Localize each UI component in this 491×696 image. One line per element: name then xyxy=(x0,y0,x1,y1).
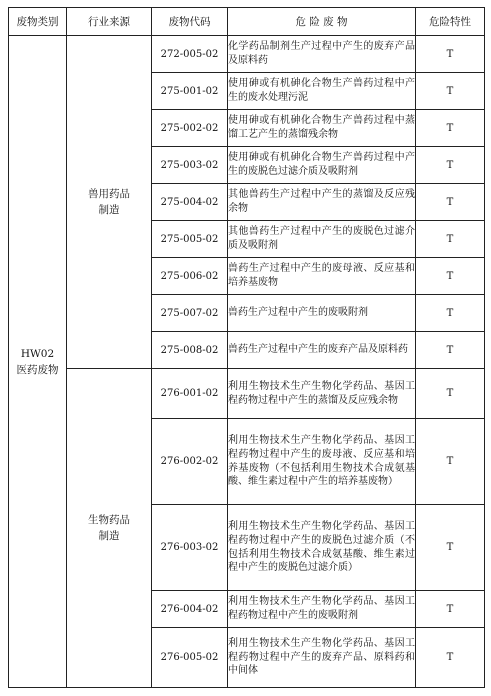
waste-description: 使用砷或有机砷化合物生产兽药过程中蒸馏工艺产生的蒸馏残余物 xyxy=(228,110,416,147)
table-row xyxy=(9,369,485,419)
waste-code: 275-004-02 xyxy=(152,184,228,221)
hazard-characteristic: T xyxy=(416,110,485,147)
header-category: 废物类别 xyxy=(9,8,67,36)
source-cell-veterinary xyxy=(67,36,152,369)
category-name: 医药废物 xyxy=(16,363,59,376)
header-source: 行业来源 xyxy=(67,8,152,36)
waste-code: 276-002-02 xyxy=(152,419,228,505)
table-header-row xyxy=(9,8,485,36)
waste-description: 兽药生产过程中产生的废吸附剂 xyxy=(228,295,416,332)
hazard-characteristic: T xyxy=(416,591,485,628)
waste-code: 275-006-02 xyxy=(152,258,228,295)
waste-code: 275-008-02 xyxy=(152,332,228,369)
header-hazard: 危险特性 xyxy=(416,8,485,36)
waste-code: 275-005-02 xyxy=(152,221,228,258)
hazardous-waste-table xyxy=(8,7,485,688)
waste-code: 275-002-02 xyxy=(152,110,228,147)
category-code: HW02 xyxy=(20,347,55,360)
waste-code: 276-001-02 xyxy=(152,369,228,419)
source-line: 制造 xyxy=(98,204,120,216)
waste-description: 其他兽药生产过程中产生的废脱色过滤介质及吸附剂 xyxy=(228,221,416,258)
waste-description: 利用生物技术生产生物化学药品、基因工程药物过程中产生的蒸馏及反应残余物 xyxy=(228,369,416,419)
waste-code: 275-007-02 xyxy=(152,295,228,332)
waste-code: 276-005-02 xyxy=(152,628,228,688)
waste-description: 利用生物技术生产生物化学药品、基因工程药物过程中产生的废吸附剂 xyxy=(228,591,416,628)
hazard-characteristic: T xyxy=(416,369,485,419)
source-line: 兽用药品 xyxy=(88,188,130,200)
hazard-characteristic: T xyxy=(416,419,485,505)
waste-code: 275-001-02 xyxy=(152,73,228,110)
hazard-characteristic: T xyxy=(416,184,485,221)
waste-description: 化学药品制剂生产过程中产生的废弃产品及原料药 xyxy=(228,36,416,73)
waste-description: 利用生物技术生产生物化学药品、基因工程药物过程中产生的废脱色过滤介质（不包括利用生物技术合成氨基酸、维生素过程中产生的废脱色过滤介质） xyxy=(228,505,416,591)
hazard-characteristic: T xyxy=(416,332,485,369)
waste-description: 使用砷或有机砷化合物生产兽药过程中产生的废水处理污泥 xyxy=(228,73,416,110)
waste-description: 使用砷或有机砷化合物生产兽药过程中产生的废脱色过滤介质及吸附剂 xyxy=(228,147,416,184)
hazard-characteristic: T xyxy=(416,258,485,295)
waste-description: 兽药生产过程中产生的废母液、反应基和培养基废物 xyxy=(228,258,416,295)
waste-description: 兽药生产过程中产生的废弃产品及原料药 xyxy=(228,332,416,369)
hazard-characteristic: T xyxy=(416,628,485,688)
waste-code: 276-004-02 xyxy=(152,591,228,628)
header-code: 废物代码 xyxy=(152,8,228,36)
hazard-characteristic: T xyxy=(416,505,485,591)
waste-description: 利用生物技术生产生物化学药品、基因工程药物过程中产生的废母液、反应基和培养基废物（不包括利用生物技术合成氨基酸、维生素过程中产生的培养基废物） xyxy=(228,419,416,505)
category-cell xyxy=(9,36,67,688)
waste-code: 276-003-02 xyxy=(152,505,228,591)
waste-description: 利用生物技术生产生物化学药品、基因工程药物过程中产生的废弃产品、原料药和中间体 xyxy=(228,628,416,688)
hazard-characteristic: T xyxy=(416,295,485,332)
source-cell-biological xyxy=(67,369,152,688)
hazard-characteristic: T xyxy=(416,36,485,73)
header-waste: 危 险 废 物 xyxy=(228,8,416,36)
waste-code: 275-003-02 xyxy=(152,147,228,184)
table-row xyxy=(9,36,485,73)
source-line: 生物药品 xyxy=(88,514,130,526)
hazard-characteristic: T xyxy=(416,147,485,184)
waste-description: 其他兽药生产过程中产生的蒸馏及反应残余物 xyxy=(228,184,416,221)
hazard-characteristic: T xyxy=(416,221,485,258)
waste-code: 272-005-02 xyxy=(152,36,228,73)
hazard-characteristic: T xyxy=(416,73,485,110)
source-line: 制造 xyxy=(98,530,120,542)
